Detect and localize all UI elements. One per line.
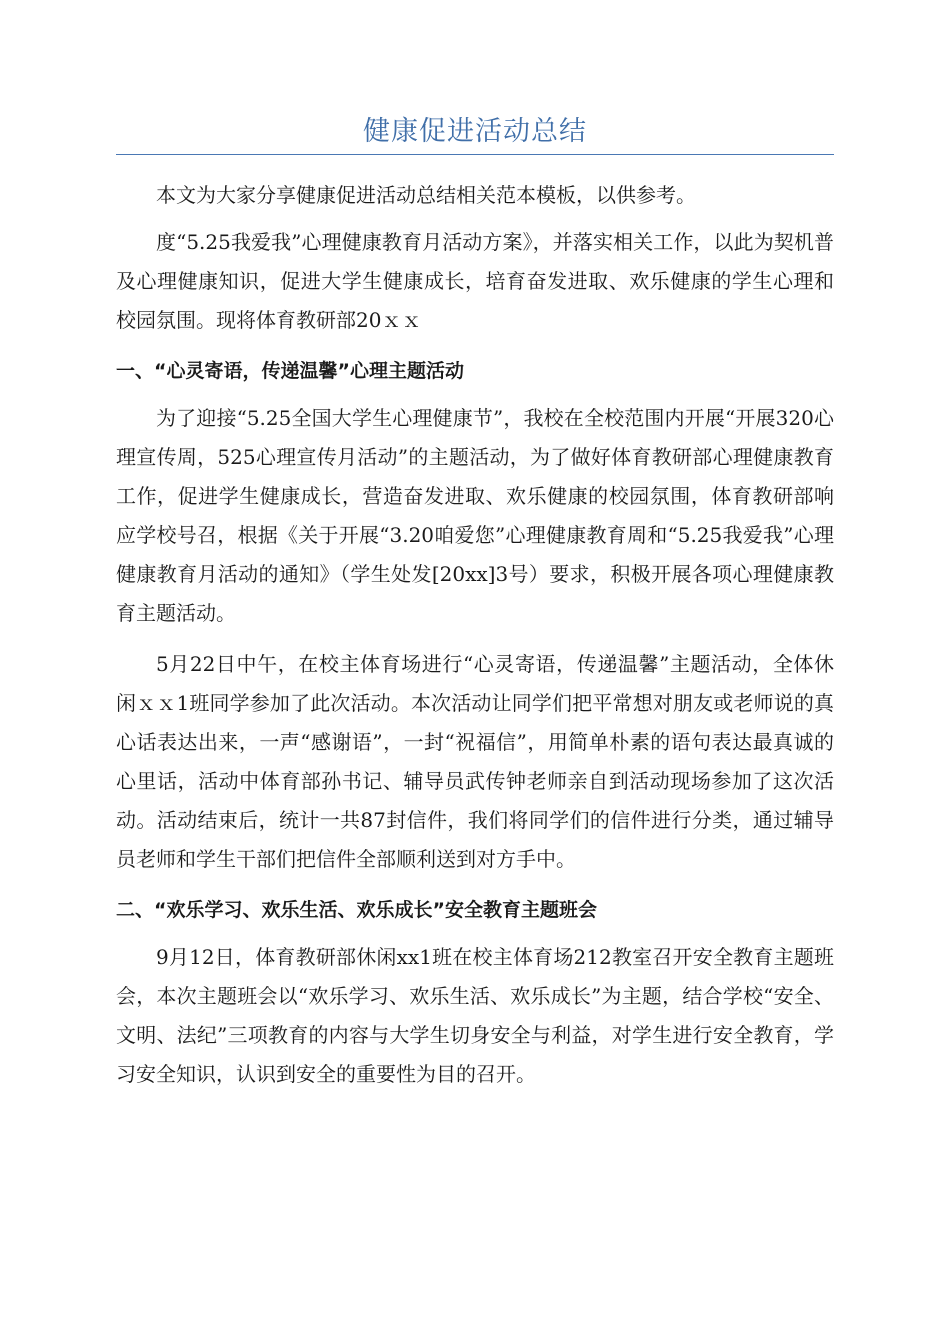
opening-paragraph: 度“5.25我爱我”心理健康教育月活动方案》，并落实相关工作，以此为契机普及心理健康知识，促进大学生健康成长，培育奋发进取、欢乐健康的学生心理和校园氛围。现将体育教研部20ｘｘ — [116, 230, 834, 332]
title-divider — [116, 154, 834, 155]
section-2-paragraph-1: 9月12日，体育教研部休闲xx1班在校主体育场212教室召开安全教育主题班会，本次主题班会以“欢乐学习、欢乐生活、欢乐成长”为主题，结合学校“安全、文明、法纪”三项教育的内容与大学生切身安全与利益，对学生进行安全教育，学习安全知识，认识到安全的重要性为目的召开。 — [116, 945, 834, 1086]
document-title: 健康促进活动总结 — [363, 116, 587, 147]
section-1-heading: 一、“心灵寄语，传递温馨”心理主题活动 — [116, 360, 464, 382]
section-1-paragraph-2: 5月22日中午，在校主体育场进行“心灵寄语，传递温馨”主题活动，全体休闲ｘｘ1班同学参加了此次活动。本次活动让同学们把平常想对朋友或老师说的真心话表达出来，一声“感谢语”，一封“祝福信”，用简单朴素的语句表达最真诚的心里话，活动中体育部孙书记、辅导员武传钟老师亲自到活动现场参加了这次活动。活动结束后，统计一共87封信件，我们将同学们的信件进行分类，通过辅导员老师和学生干部们把信件全部顺利送到对方手中。 — [116, 652, 834, 871]
document-body — [116, 176, 834, 1094]
section-1-paragraph-1: 为了迎接“5.25全国大学生心理健康节”，我校在全校范围内开展“开展320心理宣传周，525心理宣传月活动”的主题活动，为了做好体育教研部心理健康教育工作，促进学生健康成长，营造奋发进取、欢乐健康的校园氛围，体育教研部响应学校号召，根据《关于开展“3.20咱爱您”心理健康教育周和“5.25我爱我”心理健康教育月活动的通知》（学生处发[20xx]3号）要求，积极开展各项心理健康教育主题活动。 — [116, 406, 834, 625]
intro-paragraph: 本文为大家分享健康促进活动总结相关范本模板，以供参考。 — [156, 183, 696, 207]
section-2-heading: 二、“欢乐学习、欢乐生活、欢乐成长”安全教育主题班会 — [116, 899, 597, 921]
